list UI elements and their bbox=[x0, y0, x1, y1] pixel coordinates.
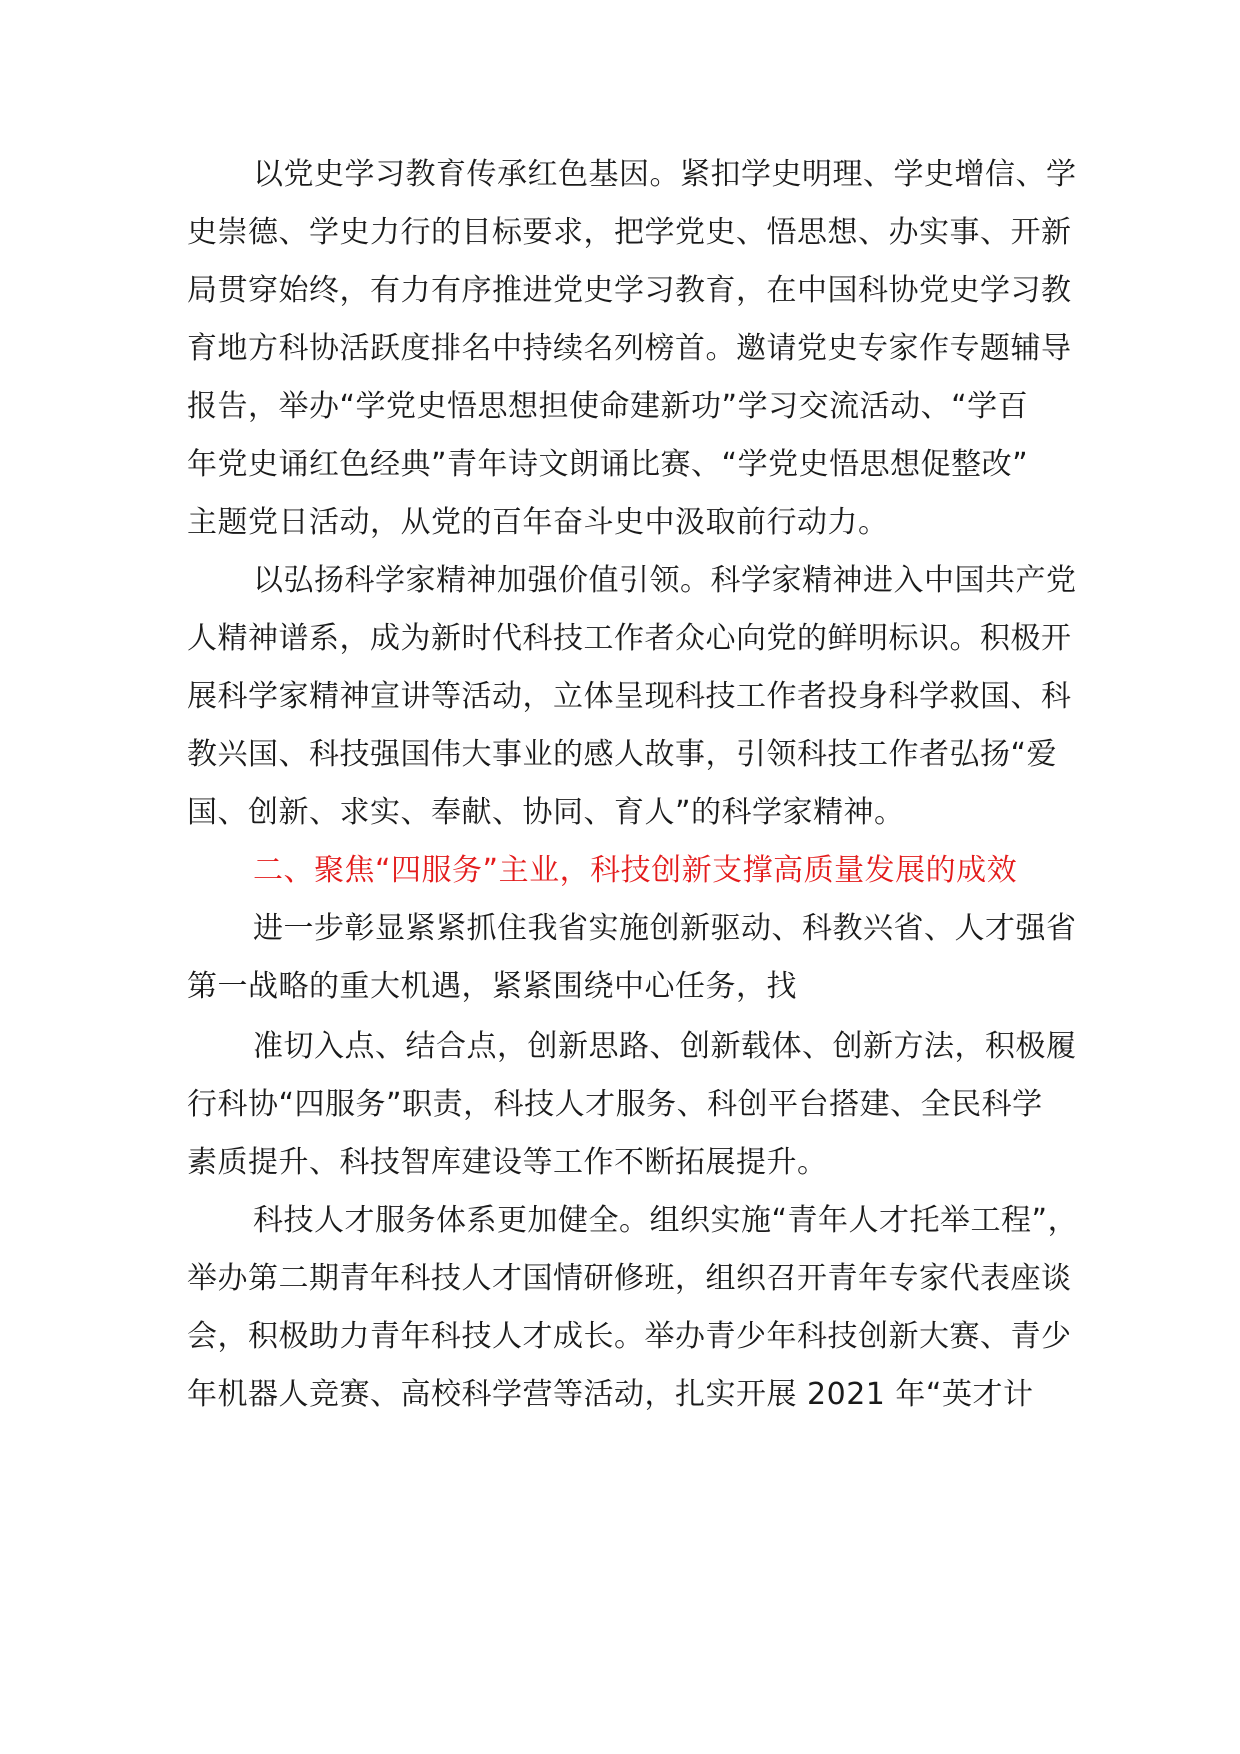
section-heading: 二、聚焦“四服务”主业，科技创新支撑高质量发展的成效 bbox=[253, 853, 1018, 888]
paragraph-line: 年机器人竞赛、高校科学营等活动，扎实开展 2021 年“英才计 bbox=[187, 1377, 1034, 1412]
paragraph-line: 会，积极助力青年科技人才成长。举办青少年科技创新大赛、青少 bbox=[187, 1319, 1072, 1354]
paragraph-line: 准切入点、结合点，创新思路、创新载体、创新方法，积极履 bbox=[253, 1029, 1077, 1064]
paragraph-line: 以党史学习教育传承红色基因。紧扣学史明理、学史增信、学 bbox=[253, 157, 1077, 192]
paragraph-line: 第一战略的重大机遇，紧紧围绕中心任务，找 bbox=[187, 969, 797, 1004]
paragraph-line: 以弘扬科学家精神加强价值引领。科学家精神进入中国共产党 bbox=[253, 563, 1077, 598]
paragraph-line: 素质提升、科技智库建设等工作不断拓展提升。 bbox=[187, 1145, 828, 1180]
paragraph-line: 行科协“四服务”职责，科技人才服务、科创平台搭建、全民科学 bbox=[187, 1087, 1043, 1122]
paragraph-line: 人精神谱系，成为新时代科技工作者众心向党的鲜明标识。积极开 bbox=[187, 621, 1072, 656]
paragraph-line: 报告，举办“学党史悟思想担使命建新功”学习交流活动、“学百 bbox=[187, 389, 1029, 424]
paragraph-line: 局贯穿始终，有力有序推进党史学习教育，在中国科协党史学习教 bbox=[187, 273, 1072, 308]
paragraph-line: 展科学家精神宣讲等活动，立体呈现科技工作者投身科学救国、科 bbox=[187, 679, 1072, 714]
paragraph-line: 进一步彰显紧紧抓住我省实施创新驱动、科教兴省、人才强省 bbox=[253, 911, 1077, 946]
paragraph-line: 年党史诵红色经典”青年诗文朗诵比赛、“学党史悟思想促整改” bbox=[187, 447, 1029, 482]
paragraph-line: 科技人才服务体系更加健全。组织实施“青年人才托举工程”， bbox=[253, 1203, 1079, 1238]
paragraph-line: 史崇德、学史力行的目标要求，把学党史、悟思想、办实事、开新 bbox=[187, 215, 1072, 250]
paragraph-line: 育地方科协活跃度排名中持续名列榜首。邀请党史专家作专题辅导 bbox=[187, 331, 1072, 366]
paragraph-line: 教兴国、科技强国伟大事业的感人故事，引领科技工作者弘扬“爱 bbox=[187, 737, 1058, 772]
paragraph-line: 举办第二期青年科技人才国情研修班，组织召开青年专家代表座谈 bbox=[187, 1261, 1072, 1296]
paragraph-line: 主题党日活动，从党的百年奋斗史中汲取前行动力。 bbox=[187, 505, 889, 540]
paragraph-line: 国、创新、求实、奉献、协同、育人”的科学家精神。 bbox=[187, 795, 905, 830]
